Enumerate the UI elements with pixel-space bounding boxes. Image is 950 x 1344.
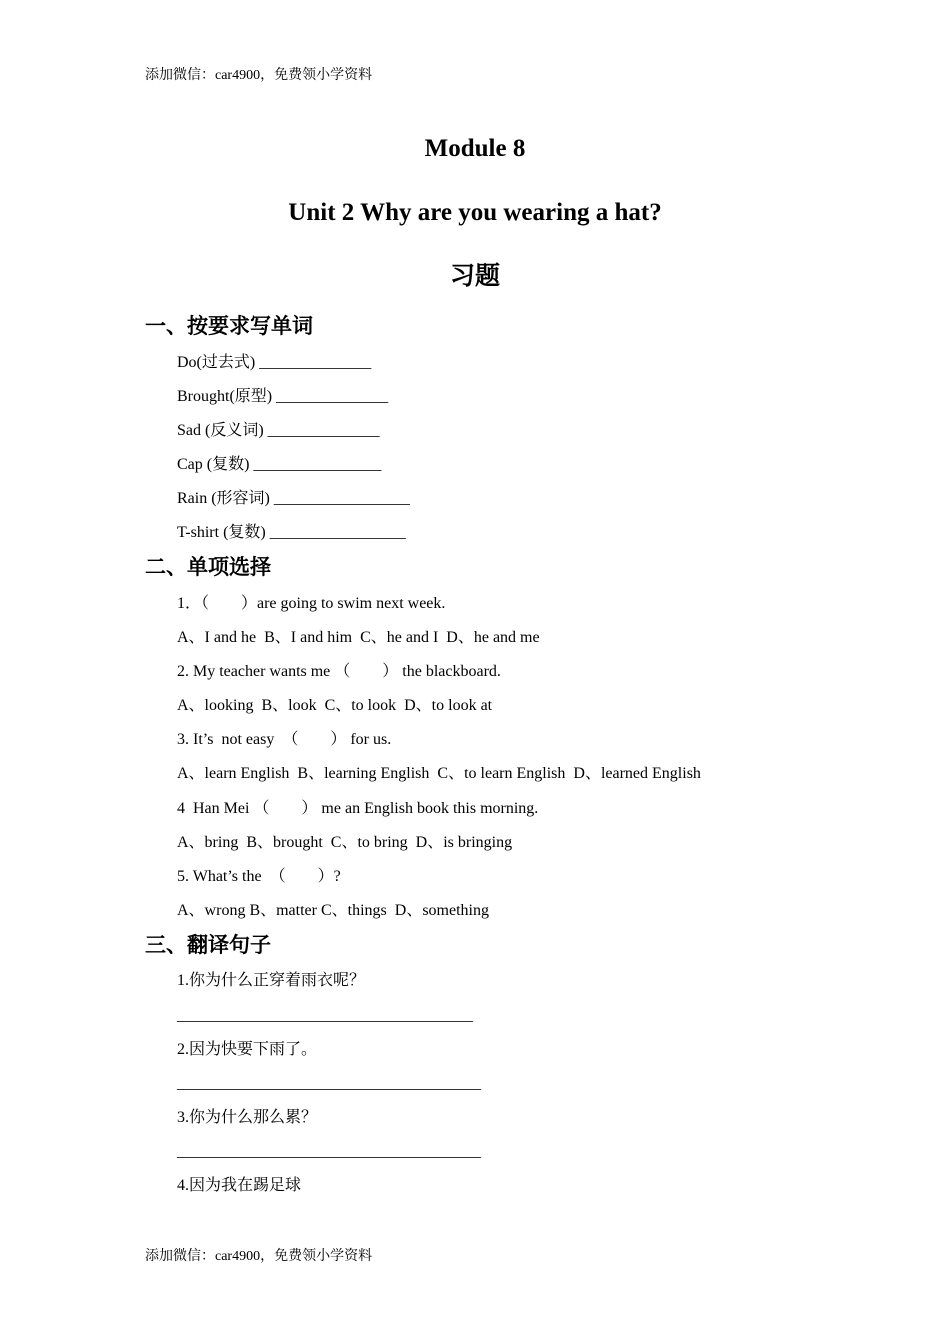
question-line: 1．（ ）are going to swim next week. <box>177 595 446 612</box>
translate-question: 2.因为快要下雨了。 <box>177 1041 318 1058</box>
unit-title: Unit 2 Why are you wearing a hat? <box>288 199 662 226</box>
footer-note: 添加微信：car4900，免费领小学资料 <box>145 1249 373 1264</box>
question-line: 4 Han Mei （ ） me an English book this morning. <box>177 800 539 817</box>
module-title: Module 8 <box>424 135 526 162</box>
word-item: T-shirt (复数) _________________ <box>177 524 406 541</box>
question-line: 3. It’s not easy （ ） for us. <box>177 731 392 748</box>
answer-line: ______________________________________ <box>177 1143 481 1160</box>
word-item: Rain (形容词) _________________ <box>177 490 410 507</box>
header-note: 添加微信：car4900，免费领小学资料 <box>145 68 373 83</box>
word-item: Cap (复数) ________________ <box>177 456 382 473</box>
options-line: A、bring B、brought C、to bring D、is bringing <box>177 834 513 851</box>
answer-line: ______________________________________ <box>177 1075 481 1092</box>
question-line: 5. What’s the （ ）? <box>177 868 341 885</box>
options-line: A、I and he B、I and him C、he and I D、he and me <box>177 629 540 646</box>
options-line: A、learn English B、learning English C、to learn English D、learned English <box>177 765 701 782</box>
exercise-title: 习题 <box>449 263 500 290</box>
options-line: A、looking B、look C、to look D、to look at <box>177 697 493 714</box>
word-item: Brought(原型) ______________ <box>177 388 389 405</box>
translate-question: 1.你为什么正穿着雨衣呢？ <box>177 972 366 989</box>
word-item: Sad (反义词) ______________ <box>177 422 380 439</box>
section1-heading: 一、按要求写单词 <box>145 314 313 338</box>
translate-question: 4.因为我在踢足球 <box>177 1177 302 1194</box>
question-line: 2. My teacher wants me （ ） the blackboard. <box>177 663 501 680</box>
section3-heading: 三、翻译句子 <box>145 933 271 957</box>
options-line: A、wrong B、matter C、things D、something <box>177 902 489 919</box>
section2-heading: 二、单项选择 <box>145 555 271 579</box>
translate-question: 3.你为什么那么累？ <box>177 1109 318 1126</box>
word-item: Do(过去式) ______________ <box>177 354 372 371</box>
answer-line: _____________________________________ <box>177 1007 473 1024</box>
